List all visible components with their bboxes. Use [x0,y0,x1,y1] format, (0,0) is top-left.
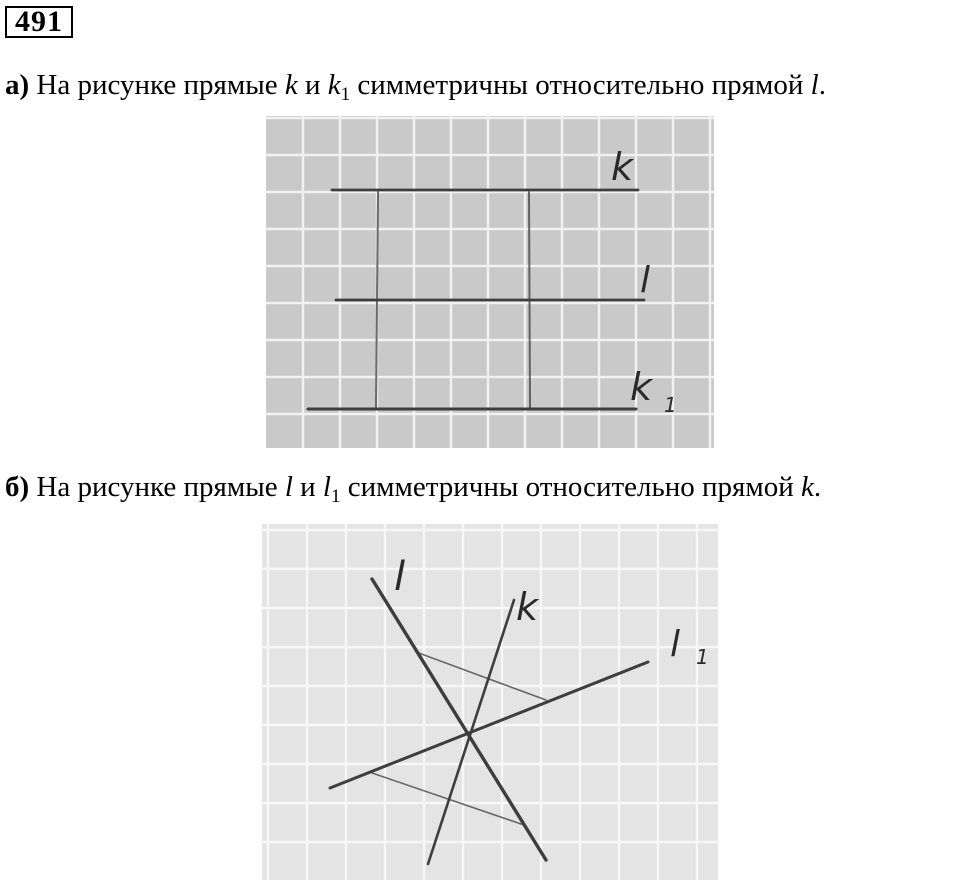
part-b-var-l1: l [322,471,331,503]
label-l1-sub: 1 [696,645,709,669]
part-a-var-l: l [810,69,819,101]
figure-a [266,116,714,448]
part-a-text-2: симметричны относительно прямой [350,69,811,101]
part-a-marker: а) [5,69,30,101]
part-a-conj: и [297,69,328,101]
label-k1-sub: 1 [664,393,677,417]
label-k: k [516,585,539,629]
part-a-text-1: На рисунке прямые [29,69,285,101]
part-a-var-k: k [284,69,298,101]
reflection-segment-upper-1 [416,652,546,700]
part-b-var-l1-sub: 1 [330,486,341,507]
figure-a-drawing [266,116,714,448]
part-a-end: . [818,69,826,101]
label-l: l [394,554,406,600]
figure-b-drawing [262,524,718,880]
grid-lines-b [262,524,718,880]
part-b-var-l: l [284,471,293,503]
part-b-conj: и [292,471,323,503]
label-l1: l [670,624,681,665]
part-a-var-k1-sub: 1 [340,84,351,105]
part-b-text-2: симметричны относительно прямой [340,471,802,503]
label-l: l [640,260,651,301]
part-b-marker: б) [5,471,30,503]
task-number: 491 [5,6,73,38]
part-b-text-1: На рисунке прямые [29,471,285,503]
part-a-var-k1: k [327,69,341,101]
perpendicular-right [529,192,530,409]
task-a-statement [5,68,826,112]
label-k: k [611,145,634,189]
part-b-end: . [813,471,822,503]
part-b-var-k: k [801,471,814,503]
label-k1: k [630,365,653,409]
task-b-statement [5,470,821,514]
figure-b [262,524,718,880]
